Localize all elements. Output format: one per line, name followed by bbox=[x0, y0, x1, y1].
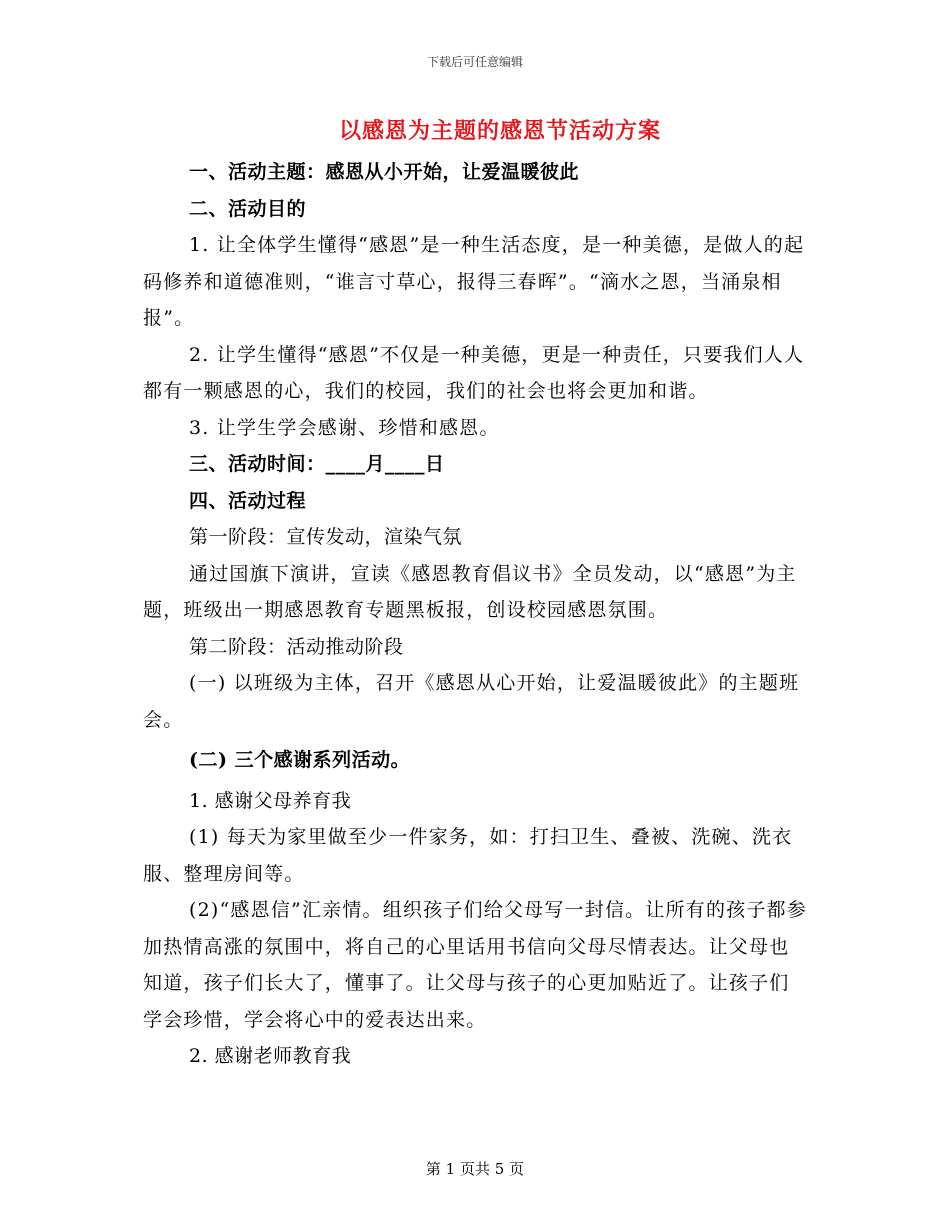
class-meeting-paragraph: (一) 以班级为主体，召开《感恩从心开始，让爱温暖彼此》的主题班会。 bbox=[143, 672, 800, 731]
section-heading-theme: 一、活动主题：感恩从小开始，让爱温暖彼此 bbox=[189, 161, 580, 183]
housework-paragraph: (1) 每天为家里做至少一件家务，如：打扫卫生、叠被、洗碗、洗衣服、整理房间等。 bbox=[143, 826, 793, 885]
page-footer: 第 1 页共 5 页 bbox=[425, 1160, 525, 1178]
thanks-teachers-item: 2. 感谢老师教育我 bbox=[189, 1045, 352, 1067]
document-body bbox=[143, 154, 808, 1075]
section-heading-time: 三、活动时间：____月____日 bbox=[189, 453, 445, 475]
purpose-paragraph-1: 1. 让全体学生懂得“感恩”是一种生活态度，是一种美德，是做人的起码修养和道德准则，“谁言寸草心，报得三春晖”。“滴水之恩，当涌泉相报”。 bbox=[143, 234, 805, 329]
section-heading-purpose: 二、活动目的 bbox=[189, 197, 307, 220]
header-note: 下载后可任意编辑 bbox=[426, 55, 523, 69]
three-thanks-heading: (二) 三个感谢系列活动。 bbox=[189, 749, 411, 771]
stage-1-paragraph: 通过国旗下演讲，宣读《感恩教育倡议书》全员发动，以“感恩”为主题，班级出一期感恩教育专题黑板报，创设校园感恩氛围。 bbox=[143, 562, 797, 621]
stage-2-heading: 第二阶段：活动推动阶段 bbox=[189, 635, 404, 658]
stage-1-heading: 第一阶段：宣传发动，渲染气氛 bbox=[189, 526, 463, 548]
thanks-letter-paragraph: (2)“感恩信”汇亲情。组织孩子们给父母写一封信。让所有的孩子都参加热情高涨的氛围中，将自己的心里话用书信向父母尽情表达。让父母也知道，孩子们长大了，懂事了。让父母与孩子的心更加贴近了。让孩子们学会珍惜，学会将心中的爱表达出来。 bbox=[143, 899, 807, 1031]
section-heading-process: 四、活动过程 bbox=[189, 489, 307, 512]
document-title: 以感恩为主题的感恩节活动方案 bbox=[338, 118, 661, 144]
purpose-paragraph-3: 3. 让学生学会感谢、珍惜和感恩。 bbox=[189, 416, 500, 439]
thanks-parents-item: 1. 感谢父母养育我 bbox=[189, 789, 352, 812]
purpose-paragraph-2: 2. 让学生懂得“感恩”不仅是一种美德，更是一种责任，只要我们人人都有一颗感恩的心，我们的校园，我们的社会也将会更加和谐。 bbox=[143, 343, 805, 402]
